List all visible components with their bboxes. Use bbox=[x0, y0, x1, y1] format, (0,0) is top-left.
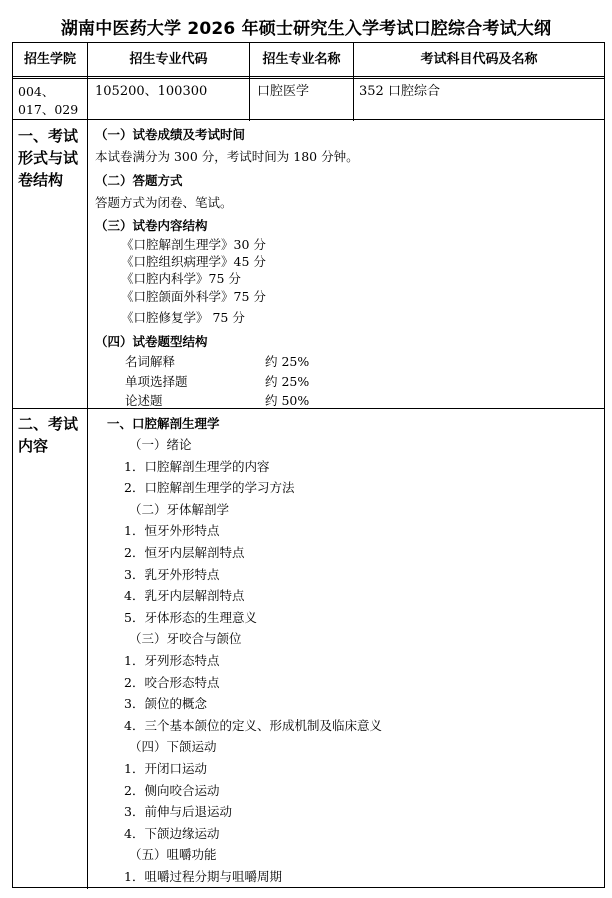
outline-item: 1．咀嚼过程分期与咀嚼周期 bbox=[124, 869, 282, 884]
question-type-pct: 约 50% bbox=[265, 393, 310, 408]
question-type-name: 单项选择题 bbox=[125, 374, 188, 389]
section1-part4-title: （四）试卷题型结构 bbox=[95, 334, 208, 349]
question-type-name: 名词解释 bbox=[125, 354, 176, 369]
major-codes: 105200、100300 bbox=[95, 84, 208, 99]
outline-item: 2．侧向咬合运动 bbox=[124, 783, 220, 798]
question-type-pct: 约 25% bbox=[265, 354, 310, 369]
question-type-name: 论述题 bbox=[125, 393, 163, 408]
outline-subsection: （三）牙咬合与颌位 bbox=[129, 631, 242, 646]
section1-part1-title: （一）试卷成绩及考试时间 bbox=[95, 127, 246, 142]
outline-item: 3．乳牙外形特点 bbox=[124, 567, 220, 582]
content-structure-item: 《口腔组织病理学》45 分 bbox=[121, 254, 266, 269]
outline-subsection: （一）绪论 bbox=[129, 437, 192, 452]
outline-item: 2．恒牙内层解剖特点 bbox=[124, 545, 245, 560]
outline-item: 4．三个基本颌位的定义、形成机制及临床意义 bbox=[124, 718, 382, 733]
outline-item: 3．颌位的概念 bbox=[124, 696, 207, 711]
outline-subsection: （五）咀嚼功能 bbox=[129, 847, 217, 862]
section1-label: 一、考试形式与试卷结构 bbox=[18, 127, 79, 189]
header-college: 招生学院 bbox=[23, 52, 76, 67]
outline-item: 2．咬合形态特点 bbox=[124, 675, 220, 690]
outline-item: 3．前伸与后退运动 bbox=[124, 804, 232, 819]
question-type-pct: 约 25% bbox=[265, 374, 310, 389]
outline-item: 1．牙列形态特点 bbox=[124, 653, 220, 668]
major-name: 口腔医学 bbox=[257, 84, 310, 99]
header-subject: 考试科目代码及名称 bbox=[420, 52, 538, 67]
header-major-code: 招生专业代码 bbox=[129, 52, 208, 67]
section1-part1-text: 本试卷满分为 300 分，考试时间为 180 分钟。 bbox=[95, 149, 359, 164]
outline-item: 4．下颌边缘运动 bbox=[124, 826, 220, 841]
content-structure-item: 《口腔颌面外科学》75 分 bbox=[121, 289, 266, 304]
section1-part2-title: （二）答题方式 bbox=[95, 173, 183, 188]
header-major-name: 招生专业名称 bbox=[262, 52, 341, 67]
content-structure-item: 《口腔修复学》 75 分 bbox=[121, 310, 245, 325]
column-divider-1 bbox=[87, 43, 88, 889]
outline-item: 4．乳牙内层解剖特点 bbox=[124, 588, 245, 603]
document-title: 湖南中医药大学 2026 年硕士研究生入学考试口腔综合考试大纲 bbox=[60, 19, 552, 39]
outline-subsection: （二）牙体解剖学 bbox=[129, 502, 230, 517]
outline-item: 1．口腔解剖生理学的内容 bbox=[124, 459, 270, 474]
section1-part3-title: （三）试卷内容结构 bbox=[95, 218, 208, 233]
content-structure-item: 《口腔内科学》75 分 bbox=[121, 271, 241, 286]
row-divider bbox=[13, 119, 604, 120]
section2-heading: 一、口腔解剖生理学 bbox=[107, 416, 220, 431]
subject-name: 352 口腔综合 bbox=[359, 84, 440, 99]
outline-item: 1．恒牙外形特点 bbox=[124, 523, 220, 538]
college-codes: 004、017、029 bbox=[18, 84, 79, 117]
syllabus-table bbox=[12, 42, 605, 888]
outline-item: 1．开闭口运动 bbox=[124, 761, 207, 776]
outline-item: 5．牙体形态的生理意义 bbox=[124, 610, 257, 625]
section1-part2-text: 答题方式为闭卷、笔试。 bbox=[95, 195, 233, 210]
outline-item: 2．口腔解剖生理学的学习方法 bbox=[124, 480, 295, 495]
outline-subsection: （四）下颌运动 bbox=[129, 739, 217, 754]
content-structure-item: 《口腔解剖生理学》30 分 bbox=[121, 237, 266, 252]
section2-label: 二、考试内容 bbox=[18, 415, 79, 455]
